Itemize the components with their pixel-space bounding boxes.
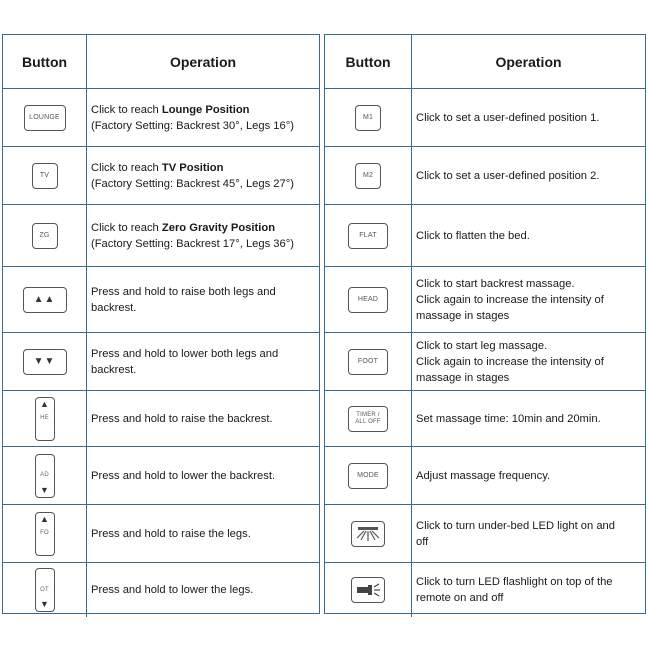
left-table [2,34,320,614]
double-down-arrow-key-icon: ▼▼ [23,349,67,375]
operation-cell: Click to reach Zero Gravity Position (Factory Setting: Backrest 17°, Legs 36°) [91,221,294,250]
up-arrow-icon: ▲ [39,513,50,524]
head-key-icon: HEAD [348,287,388,313]
button-operation-tables [2,34,646,614]
head-down-key-icon: AD ▼ [35,454,55,498]
operation-cell: Adjust massage frequency. [416,469,551,482]
foot-down-key-icon: OT ▼ [35,568,55,612]
foot-key-icon: FOOT [348,349,388,375]
operation-cell: Click to set a user-defined position 1. [416,111,600,124]
table-row [3,391,319,447]
operation-cell: Click to turn LED flashlight on top of the remote on and off [416,576,613,604]
lounge-key-icon: LOUNGE [24,105,66,131]
table-row [325,147,645,205]
table-row [325,333,645,391]
operation-cell: Press and hold to raise the backrest. [91,412,273,425]
right-header-row [325,35,645,89]
table-row [325,563,645,617]
foot-up-key-icon: ▲ FO [35,512,55,556]
m2-key-icon: M2 [355,163,381,189]
flat-key-icon: FLAT [348,223,388,249]
header-operation: Operation [169,53,237,70]
table-row [3,205,319,267]
left-header-row [3,35,319,89]
table-row [325,447,645,505]
table-row [3,147,319,205]
table-row [3,89,319,147]
timer-key-icon: TIMER / ALL OFF [348,406,388,432]
operation-cell: Press and hold to lower the backrest. [91,469,276,482]
operation-cell: Press and hold to raise the legs. [91,527,251,540]
mode-key-icon: MODE [348,463,388,489]
operation-cell: Click to set a user-defined position 2. [416,169,600,182]
operation-cell: Click to start leg massage. Click again to increase the intensity of massage in stages [416,339,604,384]
header-button: Button [3,35,87,88]
down-arrow-icon: ▼ [39,484,50,495]
tv-key-icon: TV [32,163,58,189]
operation-cell: Click to turn under-bed LED light on and off [416,519,616,548]
operation-cell: Click to reach TV Position (Factory Setting: Backrest 45°, Legs 27°) [91,161,294,190]
table-row [325,505,645,563]
header-button: Button [325,35,412,88]
table-row [3,267,319,333]
table-row [325,205,645,267]
under-bed-light-icon [351,521,385,547]
table-row [3,563,319,617]
table-row [325,89,645,147]
operation-cell: Press and hold to raise both legs and backrest. [91,285,276,314]
table-row [325,267,645,333]
table-row [3,333,319,391]
m1-key-icon: M1 [355,105,381,131]
header-operation: Operation [495,53,562,70]
operation-cell: Click to flatten the bed. [416,229,530,242]
operation-cell: Click to start backrest massage. Click again to increase the intensity of massage in stages [416,277,604,322]
operation-cell: Press and hold to lower the legs. [91,584,254,596]
operation-cell: Set massage time: 10min and 20min. [416,412,601,425]
table-row [3,505,319,563]
flashlight-icon [351,577,385,603]
zg-key-icon: ZG [32,223,58,249]
operation-cell: Press and hold to lower both legs and backrest. [91,347,279,376]
double-up-arrow-key-icon: ▲▲ [23,287,67,313]
up-arrow-icon: ▲ [39,398,50,409]
table-row [325,391,645,447]
right-table [324,34,646,614]
operation-cell: Click to reach Lounge Position (Factory Setting: Backrest 30°, Legs 16°) [91,103,294,132]
down-arrow-icon: ▼ [39,599,50,609]
head-up-key-icon: ▲ HE [35,397,55,441]
table-row [3,447,319,505]
